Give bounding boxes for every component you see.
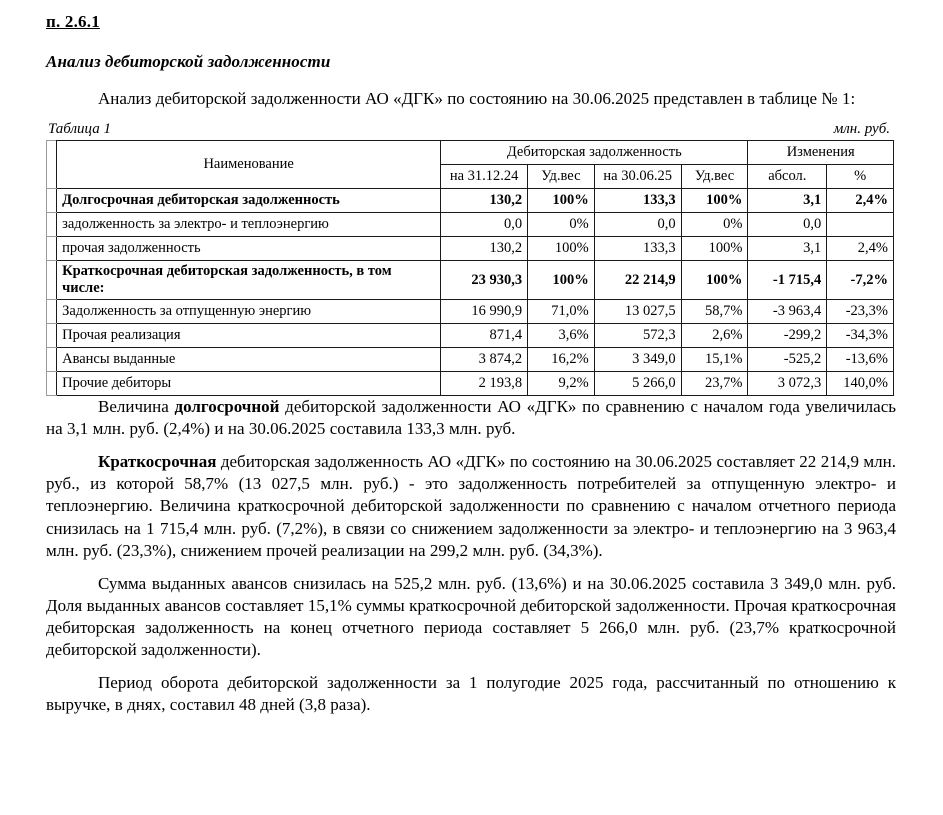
- cell-end-weight: 23,7%: [681, 372, 748, 396]
- column-header-end-date: на 30.06.25: [594, 165, 681, 189]
- row-gutter-cell: [47, 300, 57, 324]
- column-header-weight-end: Уд.вес: [681, 165, 748, 189]
- cell-pct-change: -34,3%: [827, 324, 894, 348]
- column-header-name: Наименование: [57, 141, 441, 189]
- cell-abs-change: 0,0: [748, 213, 827, 237]
- cell-row-name: Прочая реализация: [57, 324, 441, 348]
- cell-start-weight: 0%: [528, 213, 595, 237]
- column-group-header-changes: Изменения: [748, 141, 894, 165]
- row-gutter-cell: [47, 189, 57, 213]
- table-head: [47, 141, 894, 189]
- cell-pct-change: -23,3%: [827, 300, 894, 324]
- table-row: [47, 372, 894, 396]
- cell-start-weight: 100%: [528, 237, 595, 261]
- cell-row-name: Краткосрочная дебиторская задолженность, в том числе:: [57, 261, 441, 300]
- paragraph-advances: Сумма выданных авансов снизилась на 525,2 млн. руб. (13,6%) и на 30.06.2025 составила 3 349,0 млн. руб. Доля выданных авансов составляет 15,1% суммы краткосрочной дебиторской задолженности. Прочая краткосрочная дебиторская задолженность на конец отчетного периода составляет 5 266,0 млн. руб. (23,7% краткосрочной дебиторской задолженности).: [46, 573, 896, 660]
- p1-pre: Величина: [98, 397, 175, 417]
- cell-start-weight: 100%: [528, 261, 595, 300]
- row-gutter-cell: [47, 372, 57, 396]
- cell-row-name: Задолженность за отпущенную энергию: [57, 300, 441, 324]
- document-content: [46, 12, 896, 727]
- cell-start-weight: 71,0%: [528, 300, 595, 324]
- cell-start-value: 130,2: [441, 237, 528, 261]
- cell-abs-change: 3,1: [748, 189, 827, 213]
- column-group-header-receivables: Дебиторская задолженность: [441, 141, 748, 165]
- cell-start-value: 2 193,8: [441, 372, 528, 396]
- section-number-wrapper: [46, 12, 896, 38]
- cell-start-weight: 16,2%: [528, 348, 595, 372]
- cell-start-weight: 100%: [528, 189, 595, 213]
- row-gutter-cell: [47, 237, 57, 261]
- row-gutter-cell: [47, 261, 57, 300]
- page-title: Анализ дебиторской задолженности: [46, 52, 331, 71]
- row-gutter-cell: [47, 213, 57, 237]
- table-row: [47, 237, 894, 261]
- cell-pct-change: 140,0%: [827, 372, 894, 396]
- cell-pct-change: [827, 213, 894, 237]
- column-header-start-date: на 31.12.24: [441, 165, 528, 189]
- cell-abs-change: -1 715,4: [748, 261, 827, 300]
- cell-start-weight: 9,2%: [528, 372, 595, 396]
- cell-start-value: 16 990,9: [441, 300, 528, 324]
- table-row: [47, 348, 894, 372]
- cell-pct-change: 2,4%: [827, 189, 894, 213]
- cell-start-value: 0,0: [441, 213, 528, 237]
- table-row: [47, 300, 894, 324]
- table-row: [47, 189, 894, 213]
- cell-end-weight: 2,6%: [681, 324, 748, 348]
- table-row: [47, 213, 894, 237]
- row-gutter-cell: [47, 324, 57, 348]
- cell-abs-change: 3,1: [748, 237, 827, 261]
- table-body: [47, 189, 894, 396]
- cell-end-value: 5 266,0: [594, 372, 681, 396]
- cell-abs-change: 3 072,3: [748, 372, 827, 396]
- cell-end-value: 3 349,0: [594, 348, 681, 372]
- cell-row-name: Прочие дебиторы: [57, 372, 441, 396]
- table-caption-row: [46, 121, 894, 138]
- cell-pct-change: -7,2%: [827, 261, 894, 300]
- paragraph-long-term: [46, 396, 896, 440]
- cell-row-name: Авансы выданные: [57, 348, 441, 372]
- cell-abs-change: -3 963,4: [748, 300, 827, 324]
- cell-row-name: прочая задолженность: [57, 237, 441, 261]
- section-number: п. 2.6.1: [46, 12, 100, 31]
- paragraph-turnover: Период оборота дебиторской задолженности за 1 полугодие 2025 года, рассчитанный по отношению к выручке, в днях, составил 48 дней (3,8 раза).: [46, 673, 896, 715]
- table-row: [47, 261, 894, 300]
- cell-abs-change: -525,2: [748, 348, 827, 372]
- cell-row-name: задолженность за электро- и теплоэнергию: [57, 213, 441, 237]
- cell-pct-change: -13,6%: [827, 348, 894, 372]
- p1-bold: долгосрочной: [174, 397, 280, 417]
- cell-end-weight: 100%: [681, 237, 748, 261]
- receivables-table: [46, 140, 894, 396]
- p1-post: дебиторской задолженности АО «ДГК» по сравнению с началом года увеличилась на 3,1 млн. руб. (2,4%) и на 30.06.2025 составила 133,3 млн. руб.: [46, 397, 896, 439]
- cell-start-value: 130,2: [441, 189, 528, 213]
- cell-end-weight: 58,7%: [681, 300, 748, 324]
- column-header-weight-start: Уд.вес: [528, 165, 595, 189]
- cell-abs-change: -299,2: [748, 324, 827, 348]
- p2-bold: Краткосрочная: [98, 452, 217, 472]
- table-header-row-groups: [47, 141, 894, 165]
- column-header-absolute: абсол.: [748, 165, 827, 189]
- row-gutter-cell: [47, 348, 57, 372]
- cell-end-weight: 15,1%: [681, 348, 748, 372]
- paragraph-short-term: [46, 451, 896, 561]
- table-units-label: млн. руб.: [833, 121, 890, 138]
- cell-end-weight: 0%: [681, 213, 748, 237]
- row-gutter-header: [47, 141, 57, 189]
- cell-end-weight: 100%: [681, 261, 748, 300]
- cell-end-value: 572,3: [594, 324, 681, 348]
- table-wrapper: [46, 140, 894, 396]
- cell-end-value: 22 214,9: [594, 261, 681, 300]
- intro-paragraph: Анализ дебиторской задолженности АО «ДГК» по состоянию на 30.06.2025 представлен в таблице № 1:: [98, 89, 856, 108]
- cell-start-value: 23 930,3: [441, 261, 528, 300]
- cell-start-value: 871,4: [441, 324, 528, 348]
- table-caption-label: Таблица 1: [48, 121, 111, 138]
- cell-end-value: 0,0: [594, 213, 681, 237]
- table-row: [47, 324, 894, 348]
- cell-row-name: Долгосрочная дебиторская задолженность: [57, 189, 441, 213]
- cell-end-weight: 100%: [681, 189, 748, 213]
- column-header-percent: %: [827, 165, 894, 189]
- cell-end-value: 133,3: [594, 189, 681, 213]
- cell-start-value: 3 874,2: [441, 348, 528, 372]
- cell-end-value: 13 027,5: [594, 300, 681, 324]
- cell-pct-change: 2,4%: [827, 237, 894, 261]
- cell-start-weight: 3,6%: [528, 324, 595, 348]
- cell-end-value: 133,3: [594, 237, 681, 261]
- p2-post: дебиторская задолженность АО «ДГК» по состоянию на 30.06.2025 составляет 22 214,9 млн. руб., из которой 58,7% (13 027,5 млн. руб.) - это задолженность потребителей за отпущенную электро- и теплоэнергию. Величина краткосрочной дебиторской задолженности по сравнению с началом отчетного периода снизилась на 1 715,4 млн. руб. (7,2%), в связи со снижением задолженности за электро- и теплоэнергию на 3 963,4 млн. руб. (23,3%), снижением прочей реализации на 299,2 млн. руб. (34,3%).: [46, 452, 896, 560]
